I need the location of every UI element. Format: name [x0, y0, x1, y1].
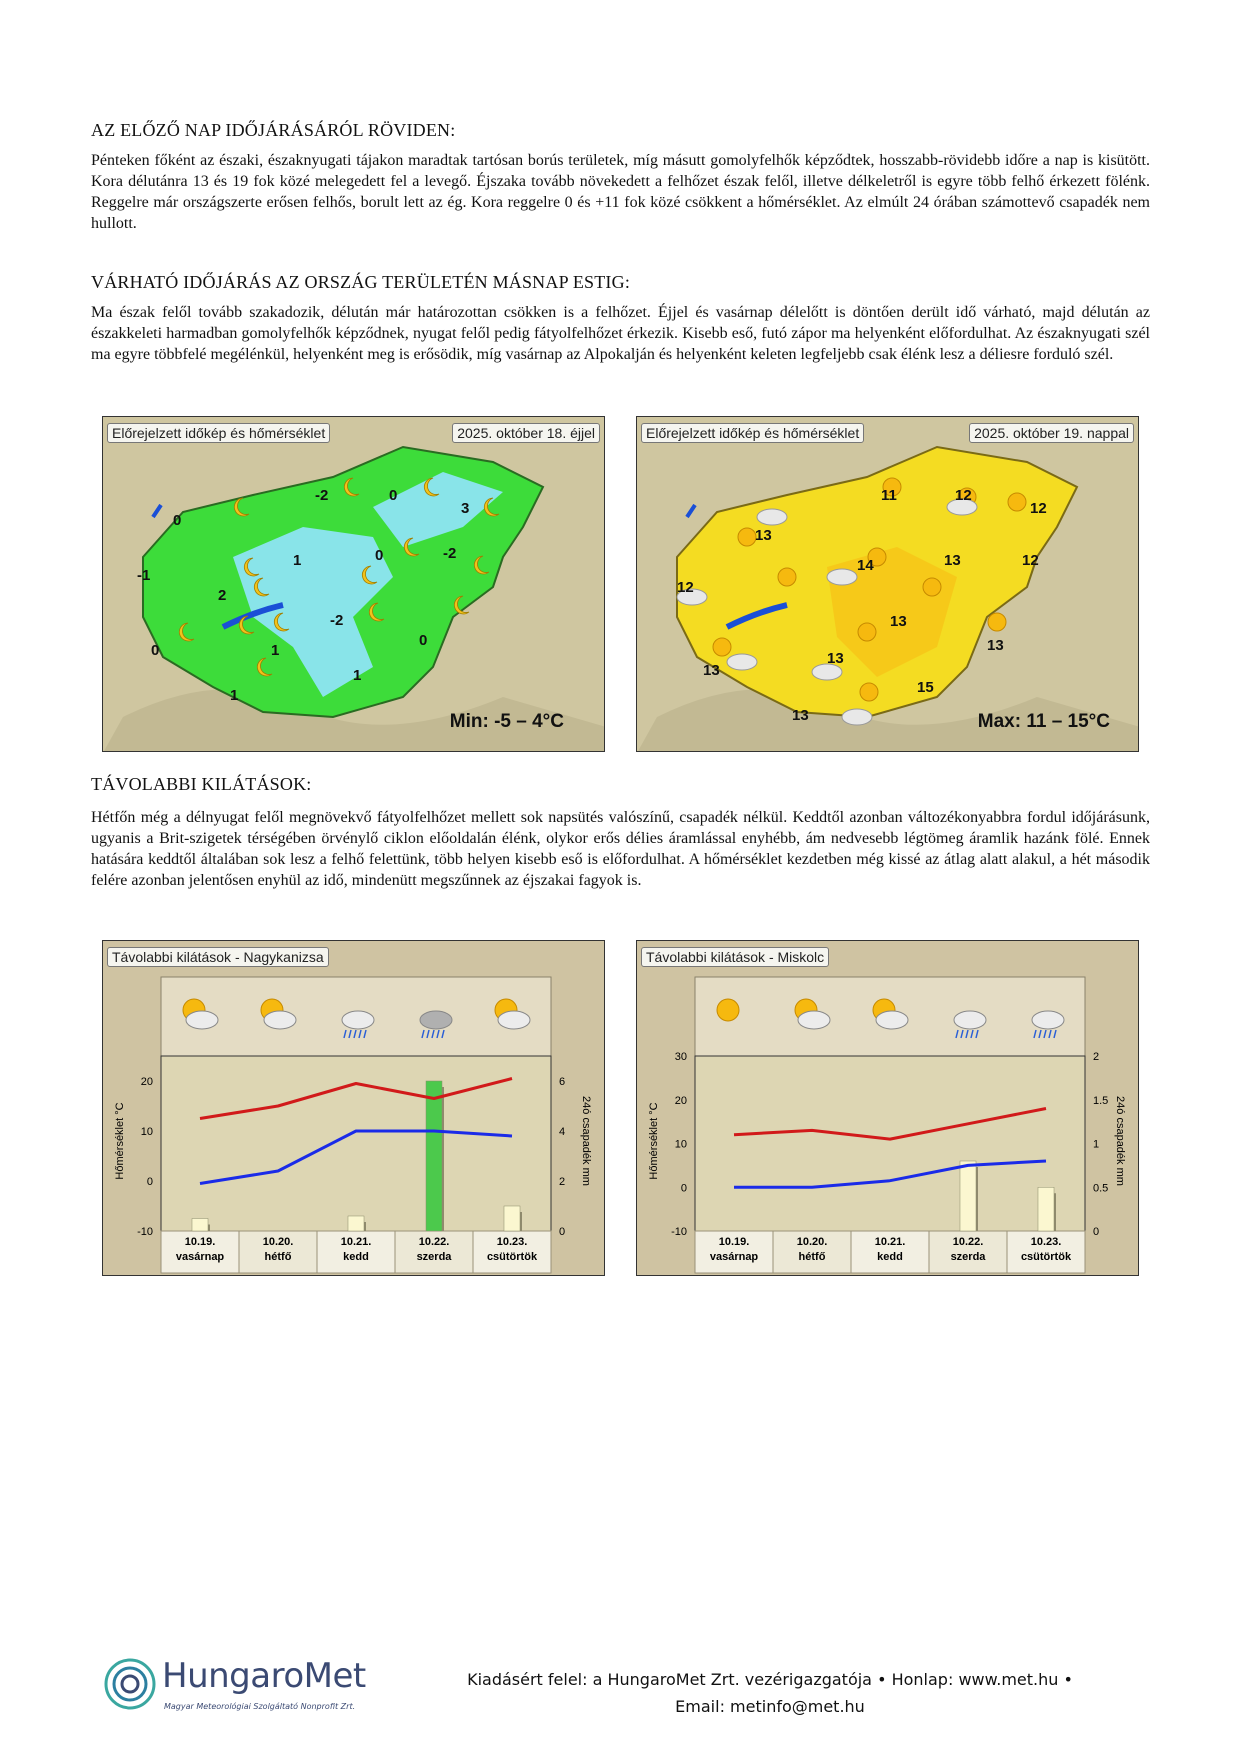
cloud-icon [727, 654, 757, 670]
outlook-chart-svg [103, 941, 605, 1276]
outlook-chart-title: Távolabbi kilátások - Nagykanizsa [107, 947, 329, 967]
logo-swirl-icon [102, 1654, 158, 1714]
day-label: hétfő [798, 1251, 826, 1263]
date-label: 10.21. [340, 1236, 372, 1248]
outlook-chart-title: Távolabbi kilátások - Miskolc [641, 947, 829, 967]
day-label: csütörtök [1020, 1251, 1072, 1263]
map-day-temp: 12 [677, 579, 694, 596]
map-night-temp: 2 [218, 587, 227, 604]
map-night-temp: 0 [173, 512, 182, 529]
y-tick-label: 30 [674, 1051, 687, 1063]
sun-icon [713, 638, 731, 656]
cloud-icon [842, 709, 872, 725]
map-day-date: 2025. október 19. nappal [969, 423, 1134, 443]
y2-axis-label: 24ó csapadék mm [580, 1096, 592, 1186]
map-night-temp: -2 [330, 612, 344, 629]
y2-tick-label: 2 [559, 1176, 566, 1188]
date-label: 10.23. [1030, 1236, 1062, 1248]
map-night-temp: 3 [461, 500, 470, 517]
y2-tick-label: 0 [1093, 1226, 1100, 1238]
precip-bar [192, 1219, 208, 1232]
outlook-chart-miskolc [636, 940, 1139, 1276]
map-day-temp: 15 [917, 679, 934, 696]
map-night-temp: -1 [137, 567, 151, 584]
cloud-icon [827, 569, 857, 585]
y-tick-label: 20 [140, 1076, 153, 1088]
sun-icon [778, 568, 796, 586]
day-label: kedd [877, 1251, 903, 1263]
map-day-title: Előrejelzett időkép és hőmérséklet [641, 423, 864, 443]
sun-icon [988, 613, 1006, 631]
date-label: 10.20. [262, 1236, 294, 1248]
previous-day-text: Pénteken főként az északi, északnyugati tájakon maradtak tartósan borús területek, míg másutt gomolyfelhők képződtek, hosszabb-rövidebb időre a nap is kisütött. Kora délutánra 13 és 19 fok közé melegedett fel a levegő. Éjszaka tovább növekedett a felhőzet észak felől, illetve délkeletről is egyre több felhő érkezett fölénk. Reggelre már országszerte erősen felhős, borult lett az ég. Kora reggelre 0 és +11 fok közé csökkent a hőmérséklet. Az elmúlt 24 órában számottevő csapadék nem hullott. [91, 152, 1150, 232]
map-day-temp: 11 [881, 487, 897, 504]
map-day-temp: 12 [1022, 552, 1039, 569]
sun-icon [923, 578, 941, 596]
day-label: vasárnap [709, 1251, 759, 1263]
y-tick-label: 10 [674, 1138, 687, 1151]
map-day-temp: 12 [1030, 500, 1047, 517]
y2-tick-label: 0 [559, 1226, 566, 1238]
sun-icon [860, 683, 878, 701]
map-day-temp: 13 [827, 650, 844, 667]
day-label: szerda [950, 1251, 986, 1263]
day-label: csütörtök [486, 1251, 538, 1263]
footer-line-email: Email: metinfo@met.hu [675, 1697, 865, 1716]
cloud-icon [757, 509, 787, 525]
y-axis-label: Hőmérséklet °C [114, 1102, 126, 1180]
date-label: 10.22. [418, 1236, 450, 1248]
map-day-graphic [637, 417, 1139, 752]
map-night-graphic [103, 417, 605, 752]
map-night-temp: -2 [315, 487, 329, 504]
outlook-chart-nagykanizsa [102, 940, 605, 1276]
precip-bar [426, 1081, 442, 1231]
sun-icon [1008, 493, 1026, 511]
logo-text: HungaroMet [162, 1656, 366, 1696]
map-night-title: Előrejelzett időkép és hőmérséklet [107, 423, 330, 443]
map-night-temp: 0 [375, 547, 384, 564]
forecast-text: Ma észak felől tovább szakadozik, délután már határozottan csökken is a felhőzet. Éjjel és vasárnap délelőtt is döntően derült idő várható, majd délután az északkeleti harmadban gomolyfelhők képződnek, nyugat felől pedig fátyolfelhőzet érkezik. Kisebb eső, futó zápor ma helyenként előfordulhat. Az északnyugati szél ma egyre többfelé megélénkül, helyenként meg is erősödik, míg vasárnap az Alpokalján és helyenként keleten legfeljebb csak élénk lesz a déliesre forduló szél. [91, 304, 1150, 363]
y-tick-label: 0 [680, 1182, 687, 1195]
map-day-temp: 12 [955, 487, 972, 504]
section-title-outlook: TÁVOLABBI KILÁTÁSOK: [91, 774, 312, 794]
date-label: 10.23. [496, 1236, 528, 1248]
precip-bar [960, 1161, 976, 1231]
outlook-chart-svg [637, 941, 1139, 1276]
map-night-temp: 1 [230, 687, 239, 704]
map-day-range: Max: 11 – 15°C [977, 711, 1110, 732]
y2-tick-label: 2 [1093, 1051, 1100, 1063]
map-night-temp: 0 [151, 642, 160, 659]
y-tick-label: 0 [146, 1176, 153, 1188]
y-tick-label: 10 [140, 1126, 153, 1138]
map-day-temp: 13 [944, 552, 961, 569]
footer-line-publisher: Kiadásért felel: a HungaroMet Zrt. vezérigazgatója • Honlap: www.met.hu • [467, 1670, 1073, 1689]
map-night-range: Min: -5 – 4°C [449, 711, 564, 732]
map-day-temp: 13 [755, 527, 772, 544]
sun-icon [717, 999, 739, 1021]
map-night-temp: 0 [419, 632, 428, 649]
day-label: kedd [343, 1251, 369, 1263]
y-tick-label: -10 [671, 1226, 687, 1238]
sun-icon [858, 623, 876, 641]
map-night-temp: 1 [293, 552, 302, 569]
map-day-temp: 13 [792, 707, 809, 724]
plot-area [695, 1056, 1085, 1231]
section-title-forecast: VÁRHATÓ IDŐJÁRÁS AZ ORSZÁG TERÜLETÉN MÁSNAP ESTIG: [91, 272, 631, 292]
map-night-temp: 1 [353, 667, 362, 684]
y-tick-label: 20 [674, 1094, 687, 1107]
y-tick-label: -10 [137, 1226, 153, 1238]
y2-axis-label: 24ó csapadék mm [1114, 1096, 1126, 1186]
precip-bar [348, 1216, 364, 1231]
day-label: hétfő [264, 1251, 292, 1263]
hungaromet-logo [102, 1650, 382, 1720]
logo-subtitle: Magyar Meteorológiai Szolgáltató Nonprofit Zrt. [164, 1702, 356, 1711]
date-label: 10.19. [184, 1236, 216, 1248]
map-day-temp: 13 [987, 637, 1004, 654]
map-day-temp: 13 [703, 662, 720, 679]
date-label: 10.19. [718, 1236, 750, 1248]
outlook-text: Hétfőn még a délnyugat felől megnövekvő fátyolfelhőzet mellett sok napsütés valószínű, csapadék nélkül. Keddtől azonban változékonyabbra fordul időjárásunk, ugyanis a Brit-szigetek térségében örvénylő ciklon előoldalán élénk, olykor erős délies áramlással enyhébb, ám nedvesebb légtömeg áramlik hazánk fölé. Ennek hatására keddtől általában sok lesz a felhő felettünk, több helyen kisebb eső is előfordulhat. A hőmérséklet kezdetben még kissé az átlag alatt alakul, a hét második felére azonban jelentősen enyhül az idő, mindenütt megszűnnek az éjszakai fagyok is. [91, 809, 1150, 889]
day-label: szerda [416, 1251, 452, 1263]
date-label: 10.22. [952, 1236, 984, 1248]
date-label: 10.20. [796, 1236, 828, 1248]
precip-bar [1038, 1187, 1054, 1231]
map-night-temp: -2 [443, 545, 457, 562]
map-night-temp: 0 [389, 487, 398, 504]
day-label: vasárnap [175, 1251, 225, 1263]
map-day-temp: 14 [857, 557, 874, 574]
forecast-map-night [102, 416, 605, 752]
y2-tick-label: 1.5 [1093, 1094, 1109, 1107]
y2-tick-label: 1 [1093, 1138, 1100, 1151]
y2-tick-label: 6 [559, 1076, 566, 1088]
y2-tick-label: 0.5 [1093, 1182, 1109, 1195]
map-night-date: 2025. október 18. éjjel [452, 423, 600, 443]
footer [430, 1666, 1110, 1720]
sun-icon [738, 528, 756, 546]
map-night-temp: 1 [271, 642, 280, 659]
precip-bar [504, 1206, 520, 1231]
map-day-temp: 13 [890, 613, 907, 630]
y-axis-label: Hőmérséklet °C [648, 1102, 660, 1180]
date-label: 10.21. [874, 1236, 906, 1248]
y2-tick-label: 4 [559, 1126, 566, 1138]
section-title-previous-day: AZ ELŐZŐ NAP IDŐJÁRÁSÁRÓL RÖVIDEN: [91, 120, 456, 140]
forecast-map-day [636, 416, 1139, 752]
